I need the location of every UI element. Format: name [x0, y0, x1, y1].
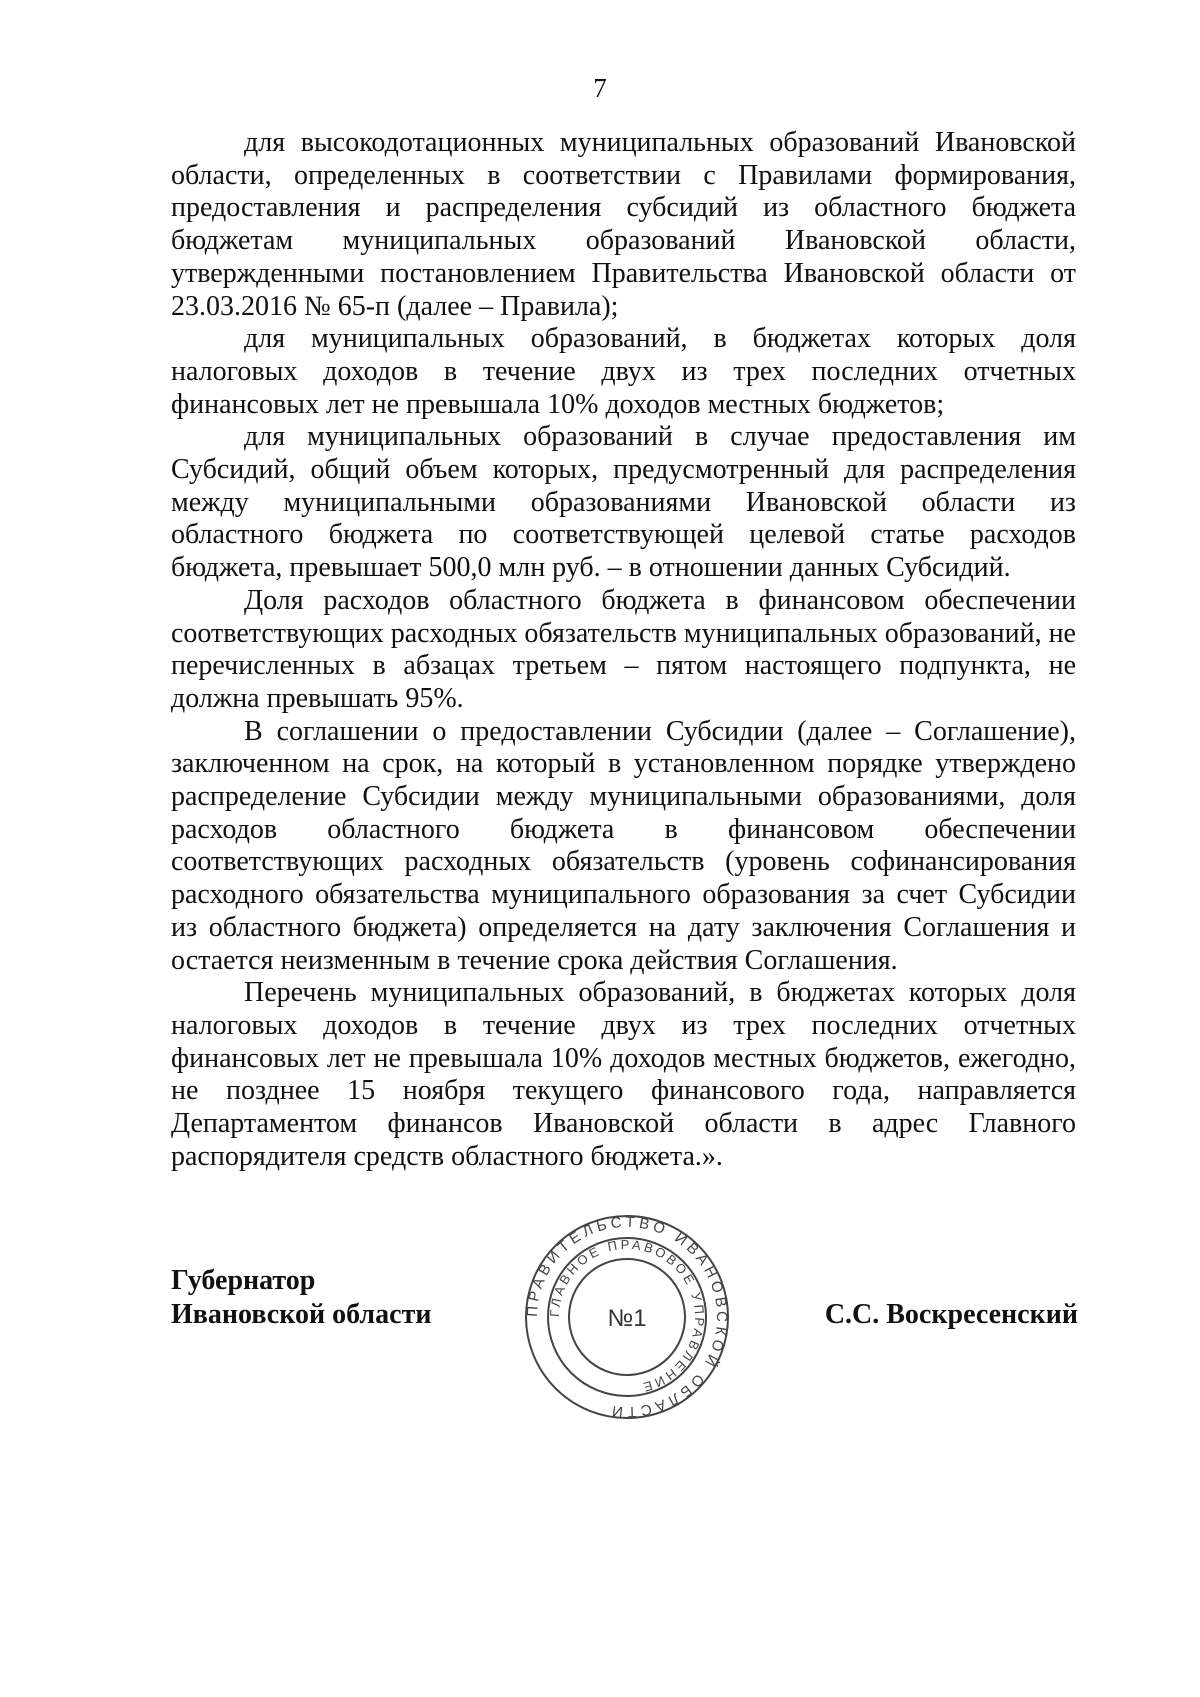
- official-stamp: [523, 1214, 731, 1420]
- signatory-title: [171, 1264, 431, 1332]
- stamp-inner-text: ГЛАВНОЕ ПРАВОВОЕ УПРАВЛЕНИЕ: [546, 1236, 708, 1396]
- signatory-region: Ивановской области: [171, 1299, 432, 1330]
- paragraph: для муниципальных образований в случае предоставления им Субсидий, общий объем которых, предусмотренный для распределения между муниципальными образованиями Ивановской области из областного бюджета по соответствующей целевой статье расходов бюджета, превышает 500,0 млн руб. – в отношении данных Субсидий.: [171, 421, 1076, 584]
- paragraph: Доля расходов областного бюджета в финансовом обеспечении соответствующих расходных обязательств муниципальных образований, не перечисленных в абзацах третьем – пятом настоящего подпункта, не должна превышать 95%.: [171, 584, 1076, 714]
- paragraph: для высокодотационных муниципальных образований Ивановской области, определенных в соответствии с Правилами формирования, предоставления и распределения субсидий из областного бюджета бюджетам муниципальных образований Ивановской области, утвержденными постановлением Правительства Ивановской области от 23.03.2016 № 65-п (далее – Правила);: [171, 127, 1076, 322]
- signatory-name: С.С. Воскресенский: [824, 1299, 1078, 1330]
- page-number: 7: [593, 73, 607, 103]
- document-body: [171, 127, 1076, 1174]
- stamp-outer-text: ПРАВИТЕЛЬСТВО ИВАНОВСКОЙ ОБЛАСТИ: [523, 1214, 731, 1420]
- paragraph: для муниципальных образований, в бюджетах которых доля налоговых доходов в течение двух из трех последних отчетных финансовых лет не превышала 10% доходов местных бюджетов;: [171, 323, 1076, 420]
- signatory-position: Губернатор: [171, 1265, 316, 1296]
- stamp-center-text: №1: [607, 1305, 647, 1332]
- paragraph: Перечень муниципальных образований, в бюджетах которых доля налоговых доходов в течение двух из трех последних отчетных финансовых лет не превышала 10% доходов местных бюджетов, ежегодно, не позднее 15 ноября текущего финансового года, направляется Департаментом финансов Ивановской области в адрес Главного распорядителя средств областного бюджета.».: [171, 977, 1076, 1172]
- paragraph: В соглашении о предоставлении Субсидии (далее – Соглашение), заключенном на срок, на который в установленном порядке утверждено распределение Субсидии между муниципальными образованиями, доля расходов областного бюджета в финансовом обеспечении соответствующих расходных обязательств (уровень софинансирования расходного обязательства муниципального образования за счет Субсидии из областного бюджета) определяется на дату заключения Соглашения и остается неизменным в течение срока действия Соглашения.: [171, 715, 1076, 976]
